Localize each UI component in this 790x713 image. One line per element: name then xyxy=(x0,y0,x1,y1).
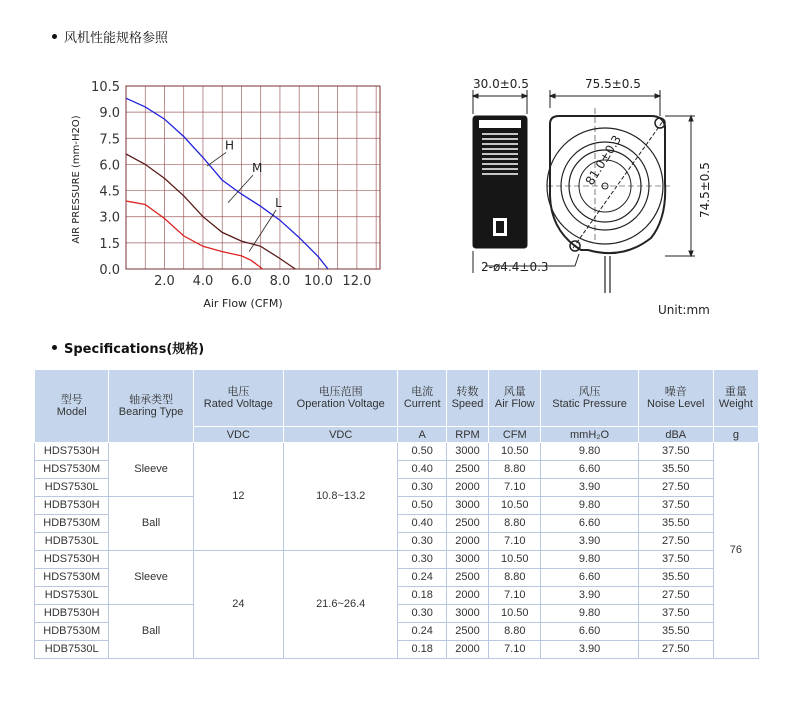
cell-speed: 3000 xyxy=(446,605,488,623)
column-header-cn: 电压 xyxy=(227,386,250,398)
column-header-en: Air Flow xyxy=(494,398,535,410)
section-title-text: Specifications(规格) xyxy=(64,342,205,357)
cell-current: 0.30 xyxy=(398,551,446,569)
cell-noise-level: 35.50 xyxy=(638,515,713,533)
cell-noise-level: 35.50 xyxy=(638,569,713,587)
column-header-en: Noise Level xyxy=(647,398,705,410)
cell-static-pressure: 9.80 xyxy=(541,551,638,569)
cell-noise-level: 27.50 xyxy=(638,587,713,605)
performance-curve-chart xyxy=(60,68,390,318)
column-unit-rated-voltage: VDC xyxy=(193,427,283,443)
cell-bearing-type: Sleeve xyxy=(109,551,193,605)
cell-current: 0.30 xyxy=(398,605,446,623)
cell-air-flow: 7.10 xyxy=(489,641,541,659)
cell-air-flow: 8.80 xyxy=(489,515,541,533)
cell-current: 0.50 xyxy=(398,443,446,461)
column-header-weight xyxy=(713,370,758,427)
column-unit-air-flow: CFM xyxy=(489,427,541,443)
cell-bearing-type: Sleeve xyxy=(109,443,193,497)
bullet-icon xyxy=(52,345,57,350)
cell-model: HDS7530H xyxy=(35,443,109,461)
column-header-cn: 噪音 xyxy=(664,386,687,398)
cell-speed: 2000 xyxy=(446,641,488,659)
cell-bearing-type: Ball xyxy=(109,605,193,659)
fan-front-view xyxy=(547,90,695,293)
dim-length-label: 75.5±0.5 xyxy=(585,77,641,91)
column-header-model xyxy=(35,370,109,443)
cell-speed: 3000 xyxy=(446,497,488,515)
cell-air-flow: 7.10 xyxy=(489,533,541,551)
y-tick-label: 1.5 xyxy=(99,236,120,252)
section-title-performance xyxy=(52,27,168,46)
cell-static-pressure: 3.90 xyxy=(541,533,638,551)
table-row xyxy=(35,551,759,569)
column-header-en: Weight xyxy=(718,398,753,410)
y-tick-label: 9.0 xyxy=(99,106,120,122)
cell-operation-voltage: 21.6~26.4 xyxy=(283,551,398,659)
cell-speed: 2500 xyxy=(446,569,488,587)
cell-air-flow: 8.80 xyxy=(489,569,541,587)
cell-current: 0.24 xyxy=(398,569,446,587)
table-body xyxy=(35,443,759,659)
column-unit-current: A xyxy=(398,427,446,443)
bullet-icon xyxy=(52,34,57,39)
y-tick-label: 7.5 xyxy=(99,132,120,148)
column-header-noise-level xyxy=(638,370,713,427)
column-unit-speed: RPM xyxy=(446,427,488,443)
cell-rated-voltage: 12 xyxy=(193,443,283,551)
cell-model: HDB7530L xyxy=(35,641,109,659)
dim-hole-label: 2-ø4.4±0.3 xyxy=(481,260,549,274)
fan-dimension-drawing xyxy=(455,68,755,298)
cell-noise-level: 37.50 xyxy=(638,551,713,569)
column-header-cn: 风压 xyxy=(578,386,601,398)
section-title-specifications xyxy=(52,338,204,357)
cell-current: 0.50 xyxy=(398,497,446,515)
cell-rated-voltage: 24 xyxy=(193,551,283,659)
column-header-bearing-type xyxy=(109,370,193,443)
cell-current: 0.40 xyxy=(398,515,446,533)
y-tick-label: 6.0 xyxy=(99,158,120,174)
cell-model: HDS7530L xyxy=(35,587,109,605)
cell-static-pressure: 9.80 xyxy=(541,605,638,623)
column-header-static-pressure xyxy=(541,370,638,427)
cell-static-pressure: 6.60 xyxy=(541,569,638,587)
curve-h xyxy=(126,98,328,269)
cell-speed: 2000 xyxy=(446,479,488,497)
dim-height-label: 74.5±0.5 xyxy=(698,162,712,218)
cell-speed: 2000 xyxy=(446,587,488,605)
cell-model: HDB7530M xyxy=(35,515,109,533)
x-tick-label: 10.0 xyxy=(303,274,333,289)
cell-current: 0.30 xyxy=(398,533,446,551)
curve-label-leader xyxy=(249,210,276,252)
x-tick-label: 8.0 xyxy=(269,274,291,289)
curve-l xyxy=(126,201,263,269)
cell-model: HDS7530L xyxy=(35,479,109,497)
column-header-en: Rated Voltage xyxy=(203,398,273,410)
cell-speed: 2500 xyxy=(446,623,488,641)
column-unit-weight: g xyxy=(713,427,758,443)
specifications-table xyxy=(34,369,759,659)
cell-current: 0.24 xyxy=(398,623,446,641)
column-header-speed xyxy=(446,370,488,427)
cell-noise-level: 35.50 xyxy=(638,461,713,479)
cell-noise-level: 37.50 xyxy=(638,605,713,623)
column-header-operation-voltage xyxy=(283,370,398,427)
column-header-cn: 电流 xyxy=(411,386,434,398)
column-header-current xyxy=(398,370,446,427)
x-tick-label: 4.0 xyxy=(192,274,214,289)
cell-static-pressure: 3.90 xyxy=(541,641,638,659)
column-header-cn: 轴承类型 xyxy=(129,394,174,406)
column-header-cn: 电压范围 xyxy=(318,386,363,398)
cell-speed: 2000 xyxy=(446,533,488,551)
column-unit-static-pressure: mmH₂O xyxy=(541,427,638,443)
column-header-cn: 风量 xyxy=(503,386,526,398)
x-tick-label: 2.0 xyxy=(154,274,175,289)
curve-m xyxy=(126,154,295,269)
column-header-air-flow xyxy=(489,370,541,427)
column-header-cn: 转数 xyxy=(456,386,479,398)
dim-width-label: 30.0±0.5 xyxy=(473,77,529,91)
cell-air-flow: 7.10 xyxy=(489,587,541,605)
fan-side-view xyxy=(473,90,579,273)
column-header-en: Current xyxy=(403,398,441,410)
y-tick-label: 0.0 xyxy=(99,263,120,278)
cell-speed: 2500 xyxy=(446,515,488,533)
cell-model: HDS7530H xyxy=(35,551,109,569)
cell-air-flow: 8.80 xyxy=(489,461,541,479)
cell-speed: 3000 xyxy=(446,551,488,569)
column-header-en: Operation Voltage xyxy=(296,398,385,410)
y-tick-label: 4.5 xyxy=(99,184,120,200)
cell-static-pressure: 3.90 xyxy=(541,479,638,497)
cell-noise-level: 27.50 xyxy=(638,533,713,551)
cell-current: 0.18 xyxy=(398,587,446,605)
cell-air-flow: 10.50 xyxy=(489,551,541,569)
cell-air-flow: 10.50 xyxy=(489,497,541,515)
cell-model: HDS7530M xyxy=(35,569,109,587)
column-unit-noise-level: dBA xyxy=(638,427,713,443)
curve-label: L xyxy=(275,196,282,210)
column-unit-operation-voltage: VDC xyxy=(283,427,398,443)
cell-air-flow: 7.10 xyxy=(489,479,541,497)
cell-noise-level: 27.50 xyxy=(638,479,713,497)
cell-current: 0.18 xyxy=(398,641,446,659)
column-header-cn: 重量 xyxy=(724,386,747,398)
column-header-cn: 型号 xyxy=(60,394,83,406)
column-header-en: Speed xyxy=(451,398,484,410)
y-axis-label: AIR PRESSURE (mm-H2O) xyxy=(71,115,82,244)
cell-static-pressure: 6.60 xyxy=(541,461,638,479)
cell-noise-level: 27.50 xyxy=(638,641,713,659)
unit-label: Unit:mm xyxy=(658,303,710,317)
cell-noise-level: 37.50 xyxy=(638,443,713,461)
column-header-en: Model xyxy=(56,406,87,418)
cell-static-pressure: 6.60 xyxy=(541,515,638,533)
x-tick-label: 12.0 xyxy=(342,274,372,289)
cell-model: HDB7530H xyxy=(35,497,109,515)
column-header-en: Bearing Type xyxy=(118,406,184,418)
cell-air-flow: 8.80 xyxy=(489,623,541,641)
cell-air-flow: 10.50 xyxy=(489,443,541,461)
x-tick-label: 6.0 xyxy=(231,274,252,289)
cell-speed: 3000 xyxy=(446,443,488,461)
table-row xyxy=(35,443,759,461)
cell-model: HDS7530M xyxy=(35,461,109,479)
cell-air-flow: 10.50 xyxy=(489,605,541,623)
cell-static-pressure: 9.80 xyxy=(541,497,638,515)
cell-noise-level: 35.50 xyxy=(638,623,713,641)
cell-model: HDB7530L xyxy=(35,533,109,551)
section-title-text: 风机性能规格参照 xyxy=(64,31,169,46)
cell-current: 0.30 xyxy=(398,479,446,497)
cell-model: HDB7530H xyxy=(35,605,109,623)
column-header-rated-voltage xyxy=(193,370,283,427)
cell-noise-level: 37.50 xyxy=(638,497,713,515)
cell-weight: 76 xyxy=(713,443,758,659)
curve-label: H xyxy=(225,138,235,153)
cell-speed: 2500 xyxy=(446,461,488,479)
cell-current: 0.40 xyxy=(398,461,446,479)
cell-bearing-type: Ball xyxy=(109,497,193,551)
column-header-en: Static Pressure xyxy=(552,398,627,410)
table-header xyxy=(35,370,759,443)
dim-circle-label: 81.0±0.3 xyxy=(582,132,625,188)
cell-static-pressure: 3.90 xyxy=(541,587,638,605)
y-tick-label: 10.5 xyxy=(91,80,120,95)
curve-label: M xyxy=(252,161,263,176)
cell-static-pressure: 9.80 xyxy=(541,443,638,461)
x-axis-label: Air Flow (CFM) xyxy=(203,297,283,310)
cell-model: HDB7530M xyxy=(35,623,109,641)
cell-static-pressure: 6.60 xyxy=(541,623,638,641)
y-tick-label: 3.0 xyxy=(99,210,120,226)
cell-operation-voltage: 10.8~13.2 xyxy=(283,443,398,551)
